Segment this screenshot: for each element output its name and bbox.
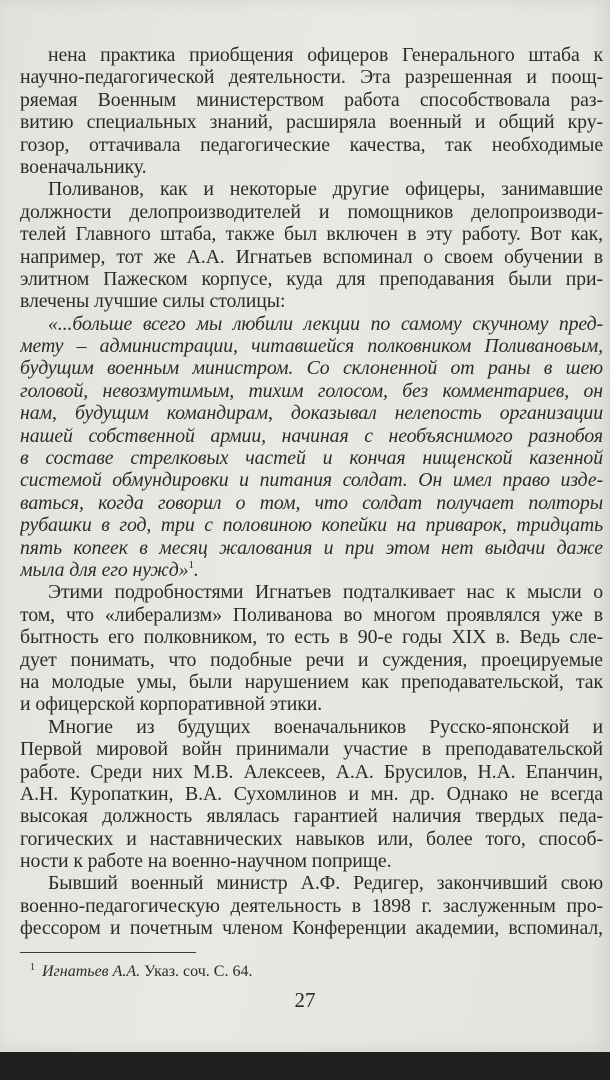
text-line: научно-педагогической деятельности. Эта разрешенная и поощ- (20, 66, 603, 89)
text-line: Первой мировой войн принимали участие в преподавательской (20, 738, 603, 761)
text-line: военачальнику. (20, 155, 147, 178)
text-line: Многие из будущих военачальников Русско-японской и (48, 715, 603, 738)
footnote-text: Указ. соч. С. 64. (144, 963, 253, 980)
block-quote (20, 313, 603, 582)
footnote-number: 1 (30, 962, 35, 973)
text-line: ности к работе на военно-научном поприще. (20, 850, 392, 873)
text-line: элитном Пажеском корпусе, куда для преподавания были при- (20, 267, 603, 290)
paragraph (20, 716, 603, 873)
text-line: будущим военным министром. Со склоненной от раны в шею (20, 357, 603, 380)
text-line: витию специальных знаний, расширяла военный и общий кру- (20, 111, 603, 134)
text-line: на молодые умы, были нарушением как преподавательской, так (20, 670, 603, 693)
text-line: системой обмундировки и питания солдат. Он имел право изде- (20, 469, 603, 492)
text-line: А.Н. Куропаткин, В.А. Сухомлинов и мн. др. Однако не всегда (20, 782, 603, 805)
text-line: в составе стрелковых частей и кончая нищенской казенной (20, 447, 603, 470)
text-line: например, тот же А.А. Игнатьев вспоминал о своем обучении в (20, 245, 603, 268)
text-line: влечены лучшие силы столицы: (20, 290, 286, 313)
text-line: ваться, когда говорил о том, что солдат получает полторы (20, 491, 603, 514)
text-line: пять копеек в месяц жалования и при этом нет выдачи даже (20, 536, 603, 559)
text-line: высокая должность являлась гарантией наличия твердых педа- (20, 805, 603, 828)
text-line: мыла для его нужд»$^1$. (20, 558, 199, 581)
footnote-marker: 1 (188, 558, 194, 571)
text-line: фессором и почетным членом Конференции академии, вспоминал, (20, 917, 603, 940)
text-line: том, что «либерализм» Поливанова во многом проявлялся уже в (20, 603, 603, 626)
text-line: «...больше всего мы любили лекции по самому скучному пред- (48, 312, 603, 335)
text-line: военно-педагогическую деятельность в 1898 г. заслуженным про- (20, 894, 603, 917)
footnote (30, 958, 252, 982)
text-line: нашей собственной армии, начиная с необъяснимого разнобоя (20, 424, 603, 447)
text-line: ряемая Военным министерством работа способствовала раз- (20, 88, 603, 111)
footnote-divider (20, 952, 196, 953)
sentence-period: . (193, 558, 199, 581)
text-line: гозор, оттачивала педагогические качества, так необходимые (20, 133, 603, 156)
text-line: Этими подробностями Игнатьев подталкивает нас к мысли о (48, 581, 603, 604)
text-line: гогических и наставнических навыков или, более того, способ- (20, 827, 603, 850)
text-line: рубашки в год, три с половиною копейки на приварок, тридцать (20, 514, 603, 537)
text-line: нам, будущим командирам, доказывал нелепость организации (20, 402, 603, 425)
text-line: телей Главного штаба, также был включен в эту работу. Вот как, (20, 223, 603, 246)
text-line: работе. Среди них М.В. Алексеев, А.А. Брусилов, Н.А. Епанчин, (20, 760, 603, 783)
paragraph (20, 44, 603, 178)
text-line: головой, невозмутимым, тихим голосом, без комментариев, он (20, 379, 603, 402)
text-line: Бывший военный министр А.Ф. Редигер, закончивший свою (48, 872, 603, 895)
paragraph (20, 581, 603, 715)
body-text (20, 44, 603, 940)
page-number: 27 (294, 988, 316, 1012)
text-line: должности делопроизводителей и помощников делопроизводи- (20, 200, 603, 223)
text-line: дует понимать, что подобные речи и суждения, проецируемые (20, 648, 603, 671)
text-line: мету – администрации, читавшейся полковником Поливановым, (20, 335, 603, 358)
text-line: нена практика приобщения офицеров Генерального штаба к (48, 44, 603, 66)
footnote-author: Игнатьев А.А. (42, 963, 141, 980)
paragraph (20, 872, 603, 939)
text-line: и офицерской корпоративной этики. (20, 693, 323, 716)
paragraph (20, 178, 603, 312)
text-line: Поливанов, как и некоторые другие офицеры, занимавшие (48, 178, 603, 201)
text-line: бытность его полковником, то есть в 90-е годы XIX в. Ведь сле- (20, 626, 603, 649)
